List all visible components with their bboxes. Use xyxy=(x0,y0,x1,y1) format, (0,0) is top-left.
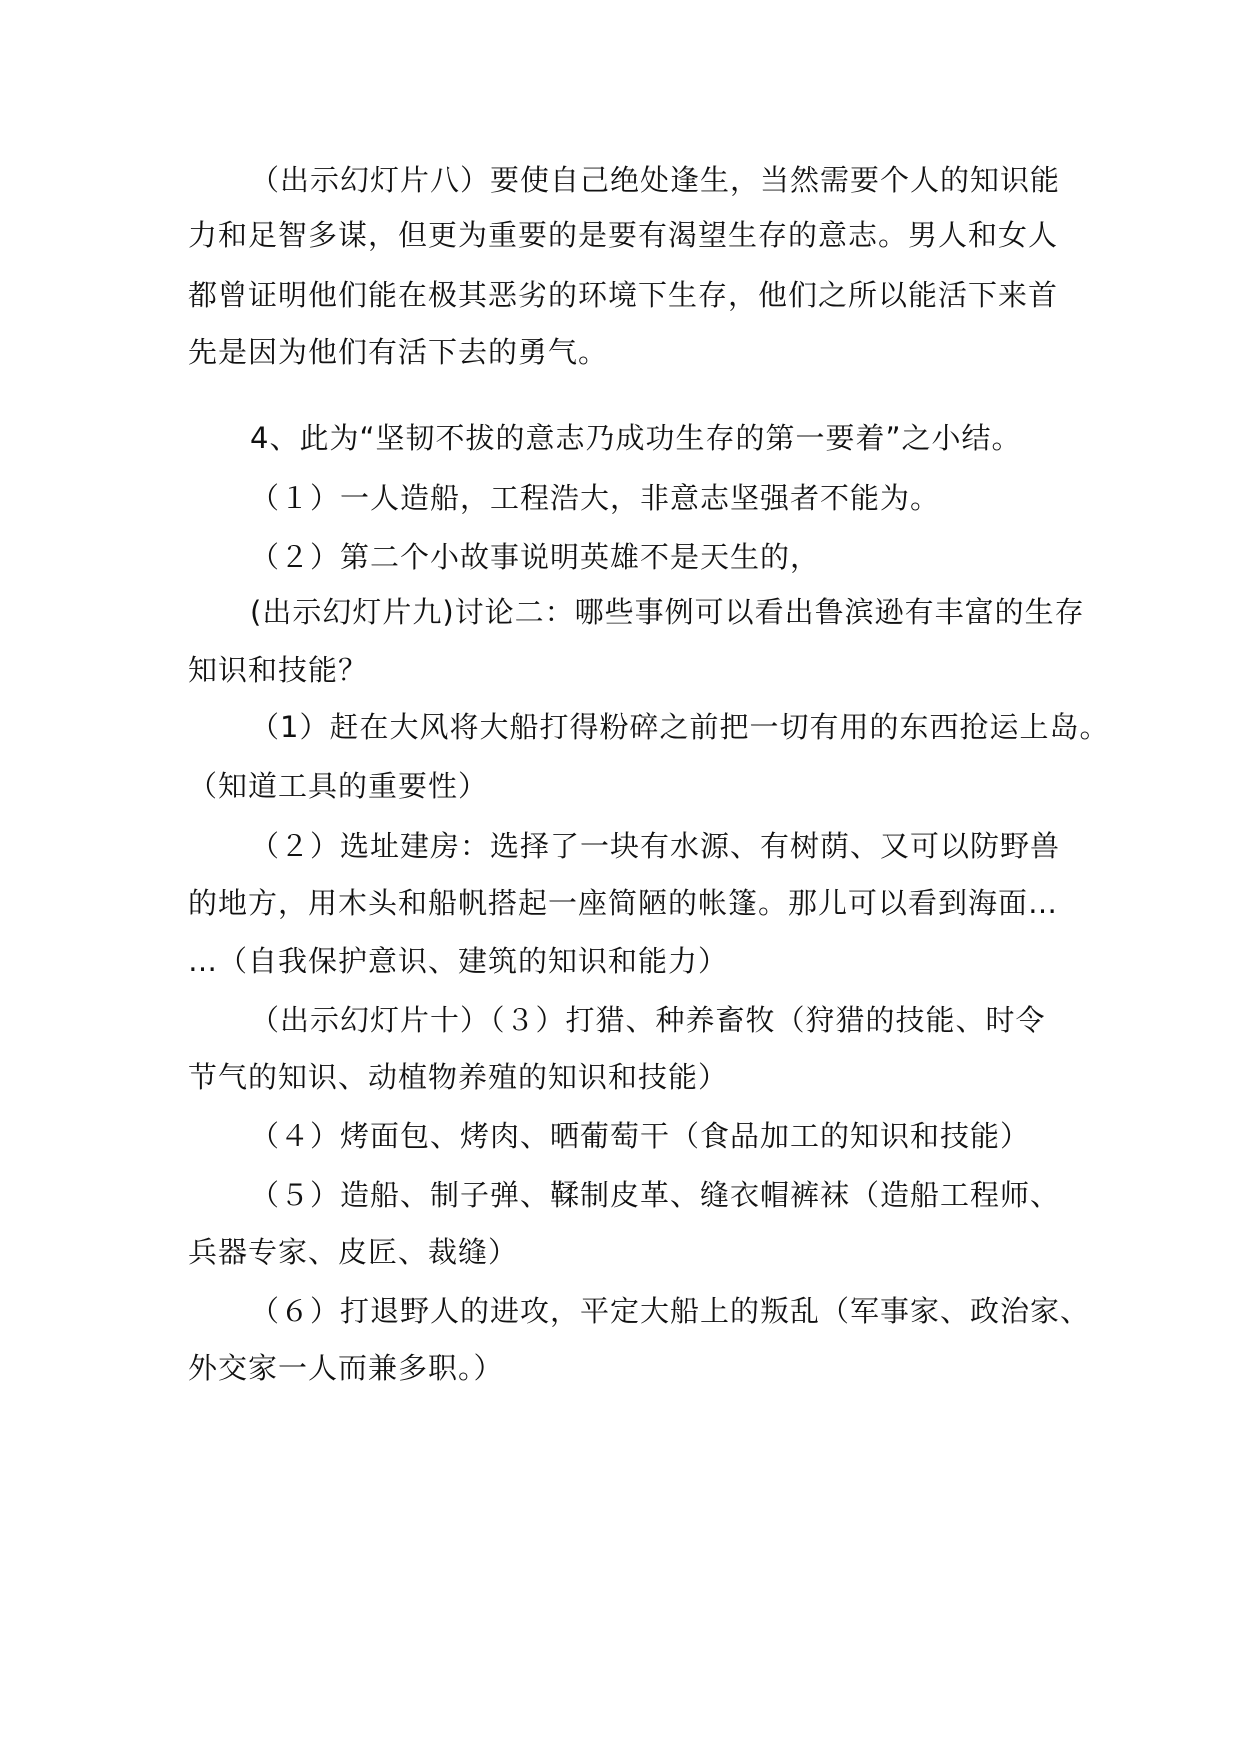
list-item: （２）选址建房：选择了一块有水源、有树荫、又可以防野兽 xyxy=(250,829,1061,863)
list-item: （５）造船、制子弹、鞣制皮革、缝衣帽裤袜（造船工程师、 xyxy=(250,1178,1061,1212)
list-item-cont: 的地方，用木头和船帆搭起一座简陋的帐篷。那儿可以看到海面… xyxy=(188,886,1059,920)
paragraph-line: 力和足智多谋，但更为重要的是要有渴望生存的意志。男人和女人 xyxy=(188,218,1059,252)
list-item-cont: 节气的知识、动植物养殖的知识和技能） xyxy=(188,1060,729,1094)
list-item-cont: 兵器专家、皮匠、裁缝） xyxy=(188,1235,519,1269)
list-item: （1）赶在大风将大船打得粉碎之前把一切有用的东西抢运上岛。 xyxy=(250,710,1110,744)
paragraph-line: （出示幻灯片八）要使自己绝处逢生，当然需要个人的知识能 xyxy=(250,163,1061,197)
list-item-cont: 外交家一人而兼多职。） xyxy=(188,1351,504,1385)
list-item: （６）打退野人的进攻，平定大船上的叛乱（军事家、政治家、 xyxy=(250,1294,1091,1328)
list-item: （１）一人造船，工程浩大，非意志坚强者不能为。 xyxy=(250,481,941,515)
list-item-cont: （知道工具的重要性） xyxy=(188,769,489,803)
discussion-question: (出示幻灯片九)讨论二：哪些事例可以看出鲁滨逊有丰富的生存 xyxy=(250,595,1085,629)
list-item: （２）第二个小故事说明英雄不是天生的， xyxy=(250,540,821,574)
paragraph-line: 都曾证明他们能在极其恶劣的环境下生存，他们之所以能活下来首 xyxy=(188,278,1059,312)
list-item-cont: …（自我保护意识、建筑的知识和能力） xyxy=(188,944,729,978)
discussion-question-cont: 知识和技能？ xyxy=(188,653,369,687)
list-item: （出示幻灯片十）（３）打猎、种养畜牧（狩猎的技能、时令 xyxy=(250,1003,1046,1037)
section-heading: 4、此为“坚韧不拔的意志乃成功生存的第一要着”之小结。 xyxy=(250,421,1022,455)
paragraph-line: 先是因为他们有活下去的勇气。 xyxy=(188,335,609,369)
list-item: （４）烤面包、烤肉、晒葡萄干（食品加工的知识和技能） xyxy=(250,1119,1031,1153)
